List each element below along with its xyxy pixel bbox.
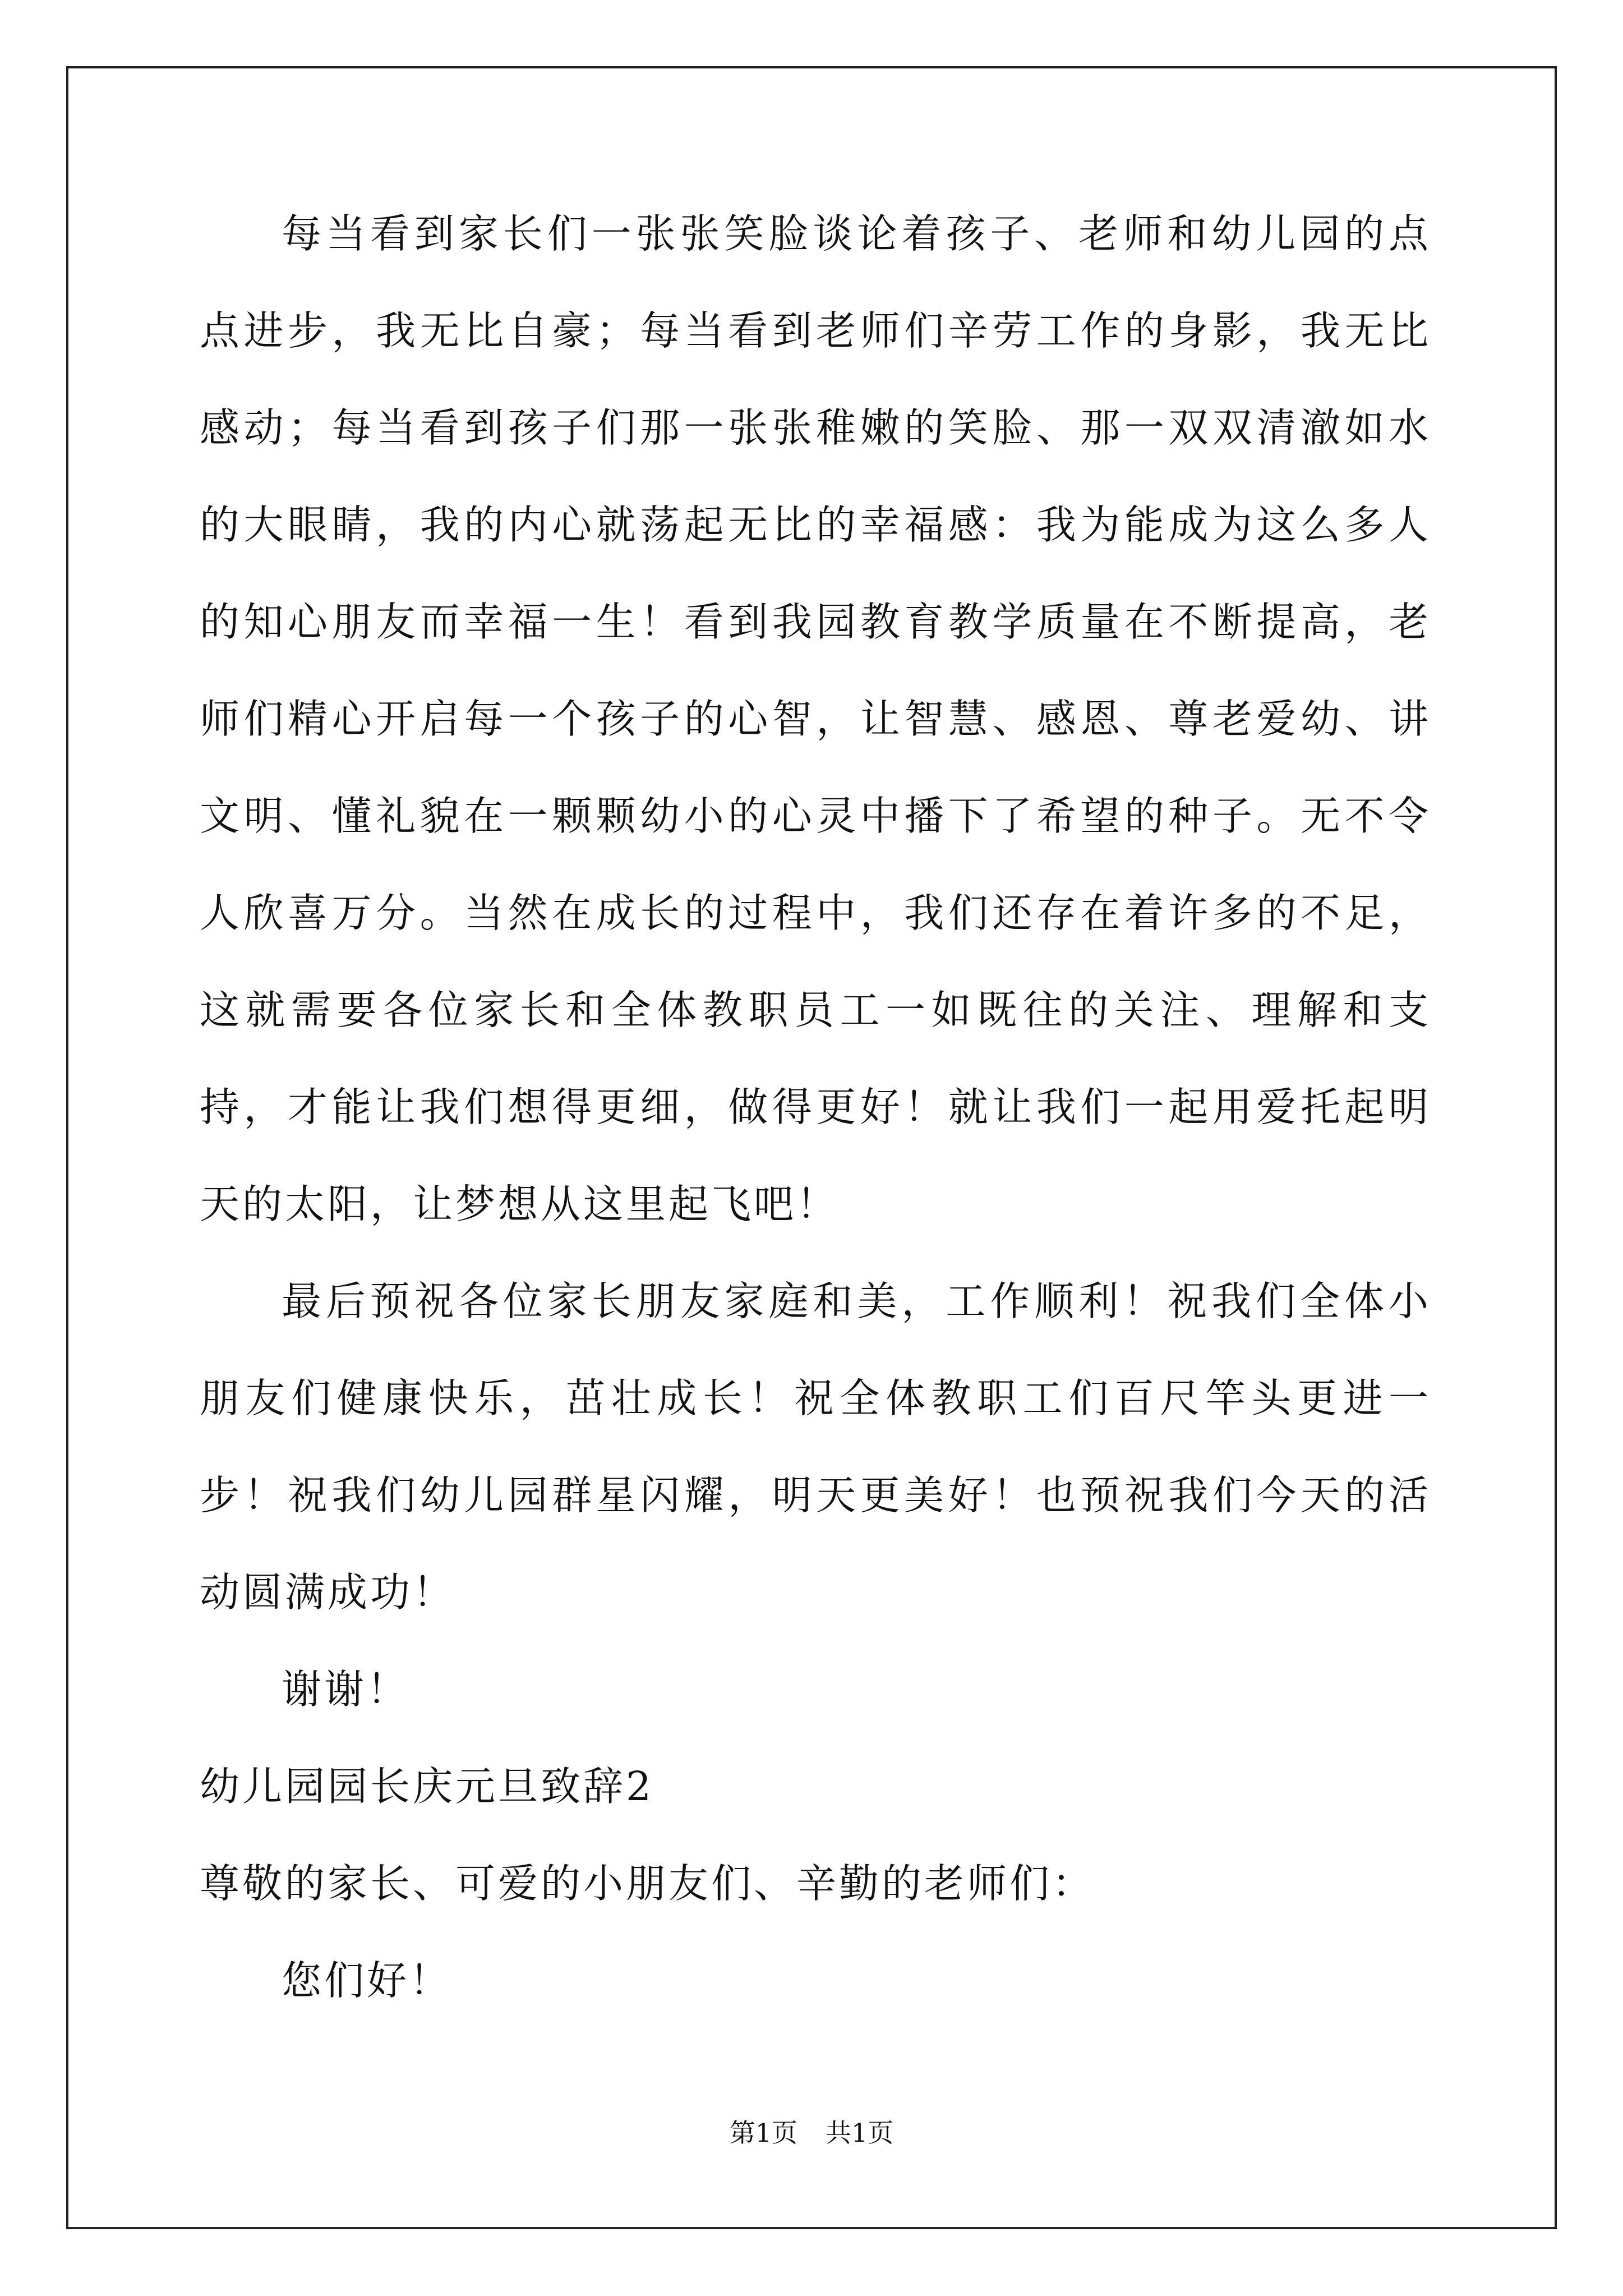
page-total: 共1页	[826, 2118, 894, 2148]
closing-wishes-paragraph: 最后预祝各位家长朋友家庭和美，工作顺利！祝我们全体小朋友们健康快乐，茁壮成长！祝全体教职工们百尺竿头更进一步！祝我们幼儿园群星闪耀，明天更美好！也预祝我们今天的活动圆满成功！	[200, 1278, 1431, 1616]
body-paragraph: 每当看到家长们一张张笑脸谈论着孩子、老师和幼儿园的点点进步，我无比自豪；每当看到老师们辛劳工作的身影，我无比感动；每当看到孩子们那一张张稚嫩的笑脸、那一双双清澈如水的大眼睛，我的内心就荡起无比的幸福感：我为能成为这么多人的知心朋友而幸福一生！看到我园教育教学质量在不断提高，老师们精心开启每一个孩子的心智，让智慧、感恩、尊老爱幼、讲文明、懂礼貌在一颗颗幼小的心灵中播下了希望的种子。无不令人欣喜万分。当然在成长的过程中，我们还存在着许多的不足，这就需要各位家长和全体教职员工一如既往的关注、理解和支持，才能让我们想得更细，做得更好！就让我们一起用爱托起明天的太阳，让梦想从这里起飞吧！	[200, 210, 1431, 1227]
thanks-line: 谢谢！	[282, 1666, 410, 1713]
section-title: 幼儿园园长庆元旦致辞2	[200, 1763, 654, 1810]
document-body	[200, 185, 1431, 2029]
greeting-line: 您们好！	[282, 1957, 453, 2004]
page-number: 第1页	[729, 2118, 797, 2148]
page-footer	[0, 2116, 1623, 2150]
salutation-line: 尊敬的家长、可爱的小朋友们、辛勤的老师们：	[200, 1860, 1095, 1907]
